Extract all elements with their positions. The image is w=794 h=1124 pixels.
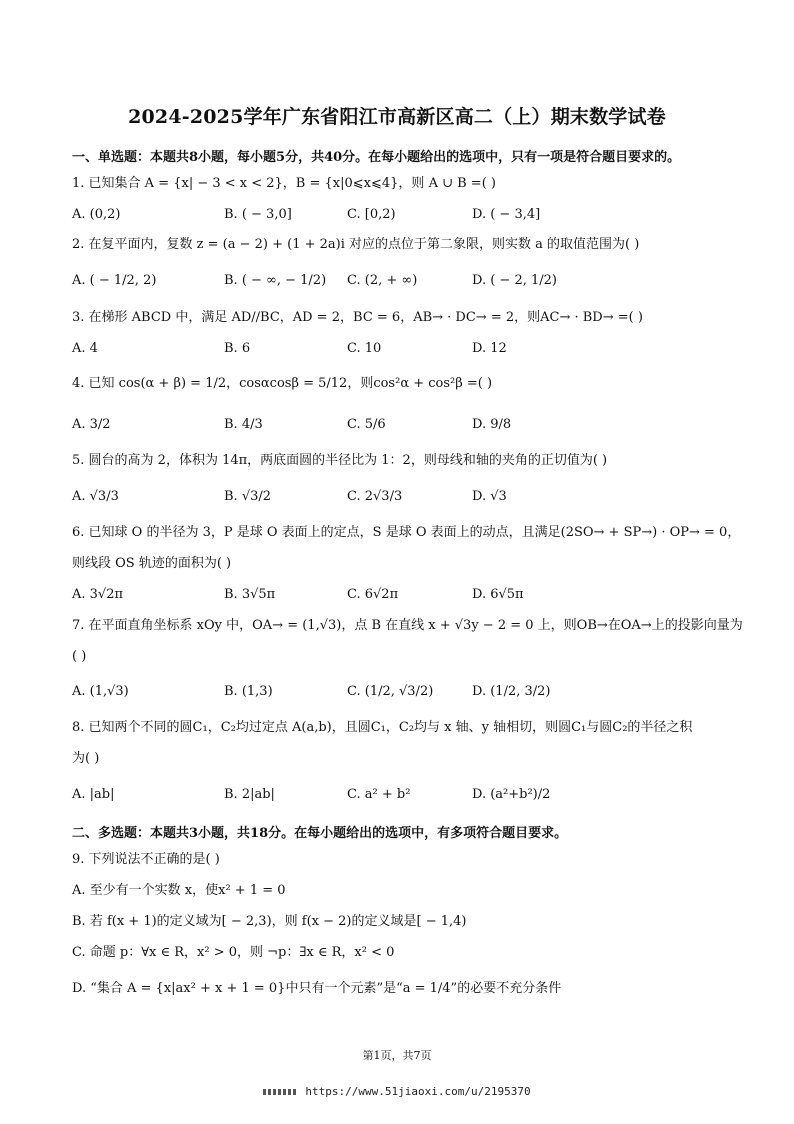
option-b[interactable]: B. 2|ab| [224, 787, 275, 802]
option-row [72, 416, 732, 438]
option-c[interactable]: C. 10 [347, 341, 382, 356]
option-b[interactable]: B. 6 [224, 341, 251, 356]
option-b[interactable]: B. 若 f(x + 1)的定义域为[ − 2,3)，则 f(x − 2)的定义域是[ − 1,4) [72, 914, 467, 929]
option-a[interactable]: A. |ab| [72, 787, 115, 802]
option-d[interactable]: D. (1/2, 3/2) [472, 684, 551, 699]
question-stem-continued: 为( ) [72, 751, 100, 766]
question-stem: 9. 下列说法不正确的是( ) [72, 852, 220, 867]
option-c[interactable]: C. 5/6 [347, 417, 386, 432]
option-c[interactable]: C. (1/2, √3/2) [347, 684, 434, 699]
option-a[interactable]: A. (0,2) [72, 207, 121, 222]
section-heading-single-choice: 一、单选题：本题共8小题，每小题5分，共40分。在每小题给出的选项中，只有一项是符合题目要求的。 [72, 150, 681, 165]
option-b[interactable]: B. √3/2 [224, 489, 272, 504]
option-row [72, 586, 732, 608]
question-stem: 4. 已知 cos(α + β) = 1/2，cosαcosβ = 5/12，则cos²α + cos²β =( ) [72, 376, 493, 391]
question-stem: 8. 已知两个不同的圆C₁，C₂均过定点 A(a,b)，且圆C₁，C₂均与 x 轴、y 轴相切，则圆C₁与圆C₂的半径之积 [72, 720, 693, 735]
watermark-url: https://www.51jiaoxi.com/u/2195370 [305, 1085, 531, 1098]
option-b[interactable]: B. ( − 3,0] [224, 207, 292, 222]
option-a[interactable]: A. ( − 1/2, 2) [72, 273, 157, 288]
option-c[interactable]: C. 2√3/3 [347, 489, 403, 504]
question-stem: 3. 在梯形 ABCD 中，满足 AD//BC，AD = 2，BC = 6，AB→ · DC→ = 2，则AC→ · BD→ =( ) [72, 310, 643, 325]
question-stem: 1. 已知集合 A = {x| − 3 < x < 2}，B = {x|0⩽x⩽4}，则 A ∪ B =( ) [72, 176, 496, 191]
option-row [72, 786, 732, 808]
option-d[interactable]: D. “集合 A = {x|ax² + x + 1 = 0}中只有一个元素”是“a = 1/4”的必要不充分条件 [72, 981, 562, 996]
option-b[interactable]: B. ( − ∞, − 1/2) [224, 273, 327, 288]
option-d[interactable]: D. 12 [472, 341, 507, 356]
option-d[interactable]: D. ( − 2, 1/2) [472, 273, 557, 288]
option-a[interactable]: A. 3√2π [72, 587, 124, 602]
option-c[interactable]: C. 命题 p：∀x ∈ R，x² > 0，则 ¬p：∃x ∈ R，x² < 0 [72, 945, 395, 960]
option-c[interactable]: C. 6√2π [347, 587, 399, 602]
option-a[interactable]: A. 3/2 [72, 417, 111, 432]
watermark-logo-icon [263, 1089, 297, 1095]
watermark [0, 1085, 794, 1098]
option-d[interactable]: D. ( − 3,4] [472, 207, 541, 222]
option-d[interactable]: D. √3 [472, 489, 507, 504]
option-a[interactable]: A. (1,√3) [72, 684, 129, 699]
question-stem: 6. 已知球 O 的半径为 3，P 是球 O 表面上的定点，S 是球 O 表面上的动点，且满足(2SO→ + SP→) · OP→ = 0， [72, 525, 741, 540]
option-c[interactable]: C. (2, + ∞) [347, 273, 418, 288]
option-b[interactable]: B. 4/3 [224, 417, 263, 432]
question-stem: 2. 在复平面内，复数 z = (a − 2) + (1 + 2a)i 对应的点位于第二象限，则实数 a 的取值范围为( ) [72, 237, 640, 252]
question-stem: 7. 在平面直角坐标系 xOy 中，OA→ = (1,√3)，点 B 在直线 x + √3y − 2 = 0 上，则OB→在OA→上的投影向量为 [72, 618, 743, 633]
option-row [72, 340, 732, 362]
option-d[interactable]: D. (a²+b²)/2 [472, 787, 551, 802]
page-number: 第1页，共7页 [362, 1049, 432, 1062]
question-stem: 5. 圆台的高为 2，体积为 14π，两底面圆的半径比为 1：2，则母线和轴的夹角的正切值为( ) [72, 453, 608, 468]
question-stem-continued: ( ) [72, 649, 87, 664]
option-row [72, 488, 732, 510]
option-a[interactable]: A. √3/3 [72, 489, 119, 504]
option-b[interactable]: B. 3√5π [224, 587, 276, 602]
option-d[interactable]: D. 6√5π [472, 587, 524, 602]
option-b[interactable]: B. (1,3) [224, 684, 273, 699]
option-row [72, 683, 732, 705]
option-a[interactable]: A. 至少有一个实数 x，使x² + 1 = 0 [72, 883, 286, 898]
option-c[interactable]: C. [0,2) [347, 207, 396, 222]
section-heading-multiple-choice: 二、多选题：本题共3小题，共18分。在每小题给出的选项中，有多项符合题目要求。 [72, 826, 568, 841]
option-row [72, 206, 732, 228]
page-title: 2024-2025学年广东省阳江市高新区高二（上）期末数学试卷 [128, 106, 666, 128]
option-d[interactable]: D. 9/8 [472, 417, 512, 432]
option-row [72, 272, 732, 294]
option-c[interactable]: C. a² + b² [347, 787, 411, 802]
question-stem-continued: 则线段 OS 轨迹的面积为( ) [72, 556, 232, 571]
option-a[interactable]: A. 4 [72, 341, 98, 356]
